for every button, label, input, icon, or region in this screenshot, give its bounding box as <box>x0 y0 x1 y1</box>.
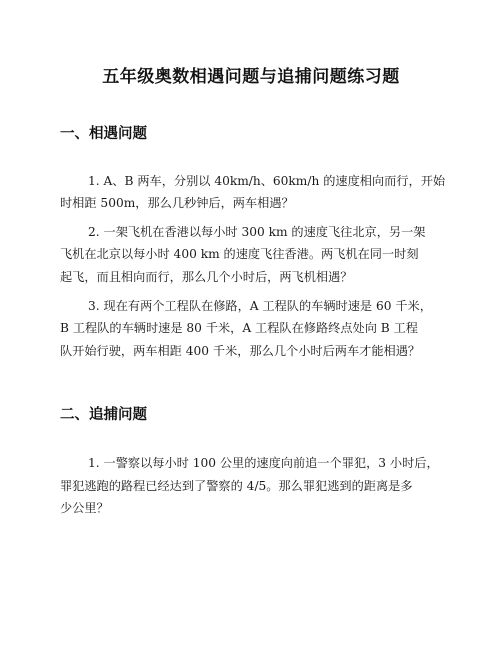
problem-1-line-1: 1. A、B 两车，分别以 40km/h、60km/h 的速度相向而行，开始 <box>88 174 446 188</box>
chase-problem-1-line-1: 1. 一警察以每小时 100 公里的速度向前追一个罪犯，3 小时后， <box>88 456 439 470</box>
problem-2-line-2: 飞机在北京以每小时 400 km 的速度飞往香港。两飞机在同一时刻 <box>60 247 419 261</box>
problem-3-line-3: 队开始行驶，两车相距 400 千米，那么几个小时后两车才能相遇？ <box>60 344 421 358</box>
problem-2-line-3: 起飞，而且相向而行，那么几个小时后，两飞机相遇？ <box>60 270 353 284</box>
problem-2-line-1: 2. 一架飞机在香港以每小时 300 km 的速度飞往北京，另一架 <box>88 225 426 239</box>
chase-problem-1-line-3: 少公里？ <box>60 501 109 515</box>
document-title: 五年级奥数相遇问题与追捕问题练习题 <box>102 67 400 87</box>
section-heading-chase-problems: 二、追捕问题 <box>60 407 147 423</box>
problem-3-line-1: 3. 现在有两个工程队在修路，A 工程队的车辆时速是 60 千米， <box>88 299 432 313</box>
section-heading-meeting-problems: 一、相遇问题 <box>60 126 147 142</box>
problem-1-line-2: 时相距 500m，那么几秒钟后，两车相遇？ <box>60 196 294 210</box>
problem-3-line-2: B 工程队的车辆时速是 80 千米，A 工程队在修路终点处向 B 工程 <box>60 321 418 335</box>
chase-problem-1-line-2: 罪犯逃跑的路程已经达到了警察的 4/5。那么罪犯逃到的距离是多 <box>60 479 413 493</box>
